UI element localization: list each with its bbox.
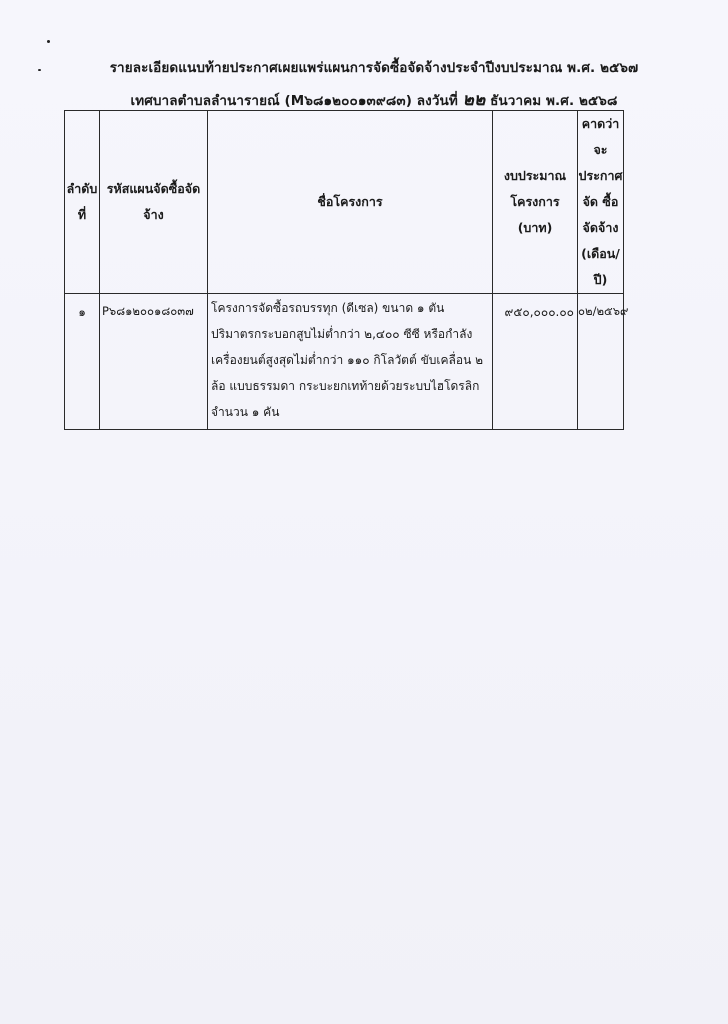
subtitle-suffix: ธันวาคม พ.ศ. ๒๕๖๘ xyxy=(490,93,618,109)
procurement-plan-table xyxy=(64,110,629,430)
column-header-plan-code: รหัสแผนจัดซื้อจัด จ้าง xyxy=(100,111,208,294)
cell-expected-date: ๐๒/๒๕๖๙ xyxy=(578,294,624,430)
scan-speck xyxy=(47,40,50,43)
subtitle-prefix: เทศบาลตำบลลำนารายณ์ (M๖๘๑๒๐๐๑๓๙๘๓) ลงวันที่ xyxy=(130,93,458,109)
column-header-budget: งบประมาณ โครงการ (บาท) xyxy=(493,111,578,294)
handwritten-day: ๒๒ xyxy=(462,90,486,110)
column-header-project-name: ชื่อโครงการ xyxy=(208,111,493,294)
column-header-expected-date: คาดว่าจะ ประกาศจัด ซื้อจัดจ้าง (เดือน/ปี) xyxy=(578,111,624,294)
document-title xyxy=(64,56,684,78)
table-header-row xyxy=(65,111,624,294)
document-subtitle xyxy=(64,86,684,113)
cell-plan-code: P๖๘๑๒๐๐๑๘๐๓๗ xyxy=(100,294,208,430)
cell-project-name: โครงการจัดซื้อรถบรรทุก (ดีเซล) ขนาด ๑ ตัน ปริมาตรกระบอกสูบไม่ต่ำกว่า ๒,๔๐๐ ซีซี หรือกำลังเครื่องยนต์สูงสุดไม่ต่ำกว่า ๑๑๐ กิโลวัตต์ ขับเคลื่อน ๒ ล้อ แบบธรรมดา กระบะยกเทท้ายด้วยระบบไฮโดรลิก จำนวน ๑ คัน xyxy=(208,294,493,430)
scan-speck xyxy=(38,69,41,71)
cell-number: ๑ xyxy=(65,294,100,430)
table-row xyxy=(65,294,624,430)
column-header-number: ลำดับ ที่ xyxy=(65,111,100,294)
cell-budget: ๙๕๐,๐๐๐.๐๐ xyxy=(493,294,578,430)
title-line-1: รายละเอียดแนบท้ายประกาศเผยแพร่แผนการจัดซื้อจัดจ้างประจำปีงบประมาณ พ.ศ. ๒๕๖๗ xyxy=(109,60,639,76)
